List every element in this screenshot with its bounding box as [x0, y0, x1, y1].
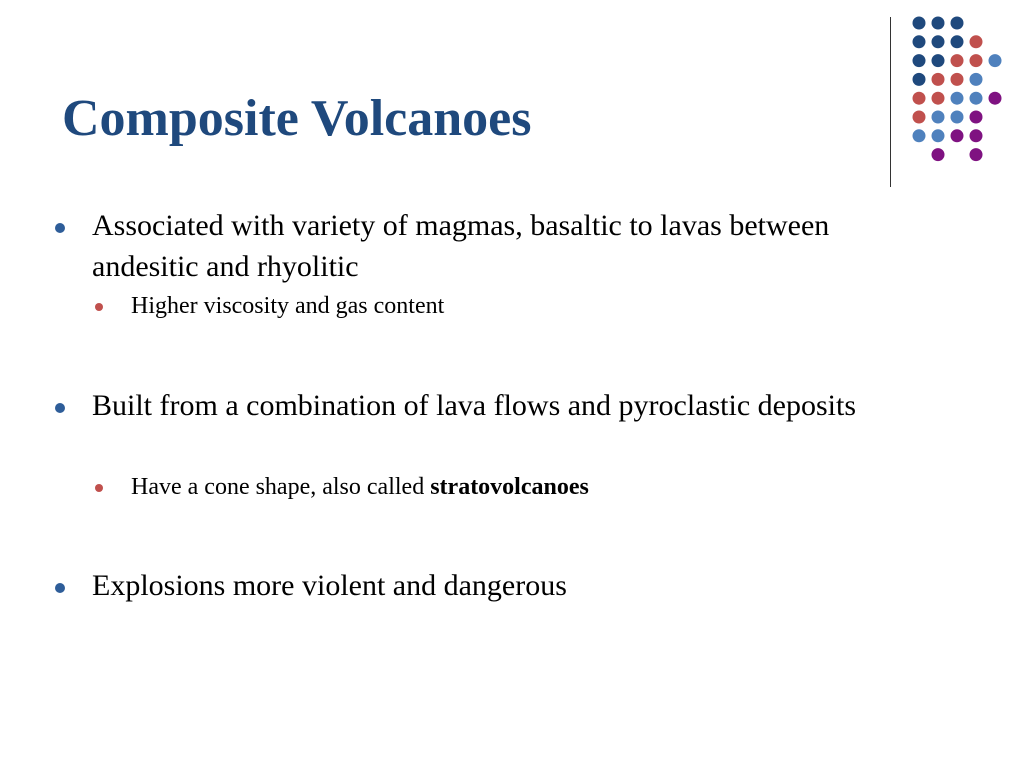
bullet-text: Built from a combination of lava flows and pyroclastic deposits: [92, 389, 857, 422]
decorative-dot: [913, 129, 926, 142]
decorative-dot: [951, 54, 964, 67]
decorative-dot: [951, 17, 964, 30]
decorative-dot: [913, 35, 926, 48]
slide-title: Composite Volcanoes: [62, 90, 532, 147]
bullet-marker: [55, 403, 65, 413]
decorative-dot: [932, 17, 945, 30]
decorative-dot-grid: [0, 0, 1024, 200]
decorative-dot: [932, 92, 945, 105]
decorative-dot: [913, 54, 926, 67]
decorative-dot: [970, 35, 983, 48]
sub-bullet-text: [131, 472, 911, 502]
decorative-dot: [932, 54, 945, 67]
sub-bullet-marker: [95, 303, 103, 311]
bullet-marker: [55, 583, 65, 593]
sub-bullet-marker: [95, 484, 103, 492]
decorative-dot: [913, 73, 926, 86]
decorative-dot: [932, 35, 945, 48]
sub-bullet-text-plain: Have a cone shape, also called: [131, 474, 431, 500]
sub-bullet-text: Higher viscosity and gas content: [131, 293, 445, 319]
decorative-dot: [970, 73, 983, 86]
bullet-text: Explosions more violent and dangerous: [92, 569, 567, 602]
decorative-dot: [970, 54, 983, 67]
decorative-dot: [951, 92, 964, 105]
decorative-dot: [970, 92, 983, 105]
decorative-dot: [913, 111, 926, 124]
decorative-dot: [970, 111, 983, 124]
decorative-dot: [951, 73, 964, 86]
sub-bullet-text-bold: stratovolcanoes: [430, 474, 589, 500]
decorative-dot: [951, 35, 964, 48]
decorative-dot: [970, 148, 983, 161]
decorative-dot: [932, 111, 945, 124]
bullet-text: Associated with variety of magmas, basaltic to lavas between andesitic and rhyolitic: [92, 209, 830, 283]
decorative-dot: [970, 129, 983, 142]
decorative-dot: [989, 92, 1002, 105]
decorative-dot: [913, 92, 926, 105]
decorative-dot: [932, 73, 945, 86]
decorative-dot: [913, 17, 926, 30]
decorative-dot: [932, 129, 945, 142]
decorative-dot: [951, 111, 964, 124]
decorative-dot: [951, 129, 964, 142]
bullet-marker: [55, 223, 65, 233]
decorative-dot: [989, 54, 1002, 67]
decorative-dot: [932, 148, 945, 161]
